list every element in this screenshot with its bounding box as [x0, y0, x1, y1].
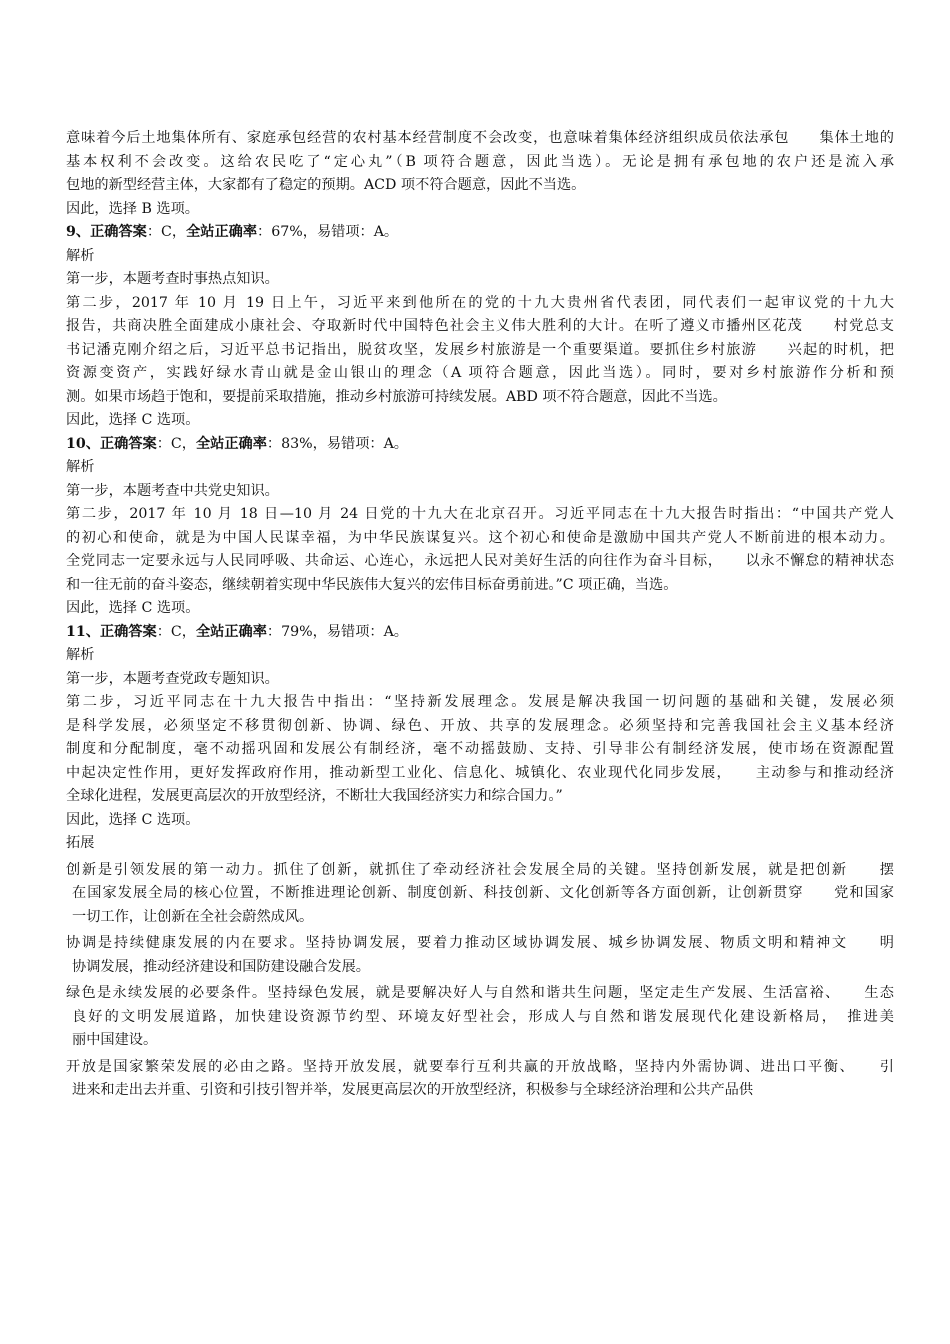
extension-paragraph-opening — [66, 1056, 894, 1103]
text-line: 第一步，本题考查党政专题知识。 — [66, 670, 279, 687]
rate-label: 全站正确率 — [195, 435, 267, 452]
document-page — [66, 127, 894, 1103]
answer-label: 正确答案 — [99, 435, 157, 452]
section-label: 解析 — [66, 459, 95, 475]
text-block-q11 — [66, 644, 894, 856]
text-line: 资源变资产，实践好绿水青山就是金山银山的理念（A 项符合题意，因此当选）。同时，要对乡村旅游作分析和预 — [66, 365, 894, 381]
text-line: 因此，选择 B 选项。 — [66, 200, 199, 217]
text-block-q9 — [66, 245, 894, 433]
answer-label: 正确答案 — [90, 224, 147, 240]
text-block-q10 — [66, 456, 894, 621]
text-line: 在国家发展全局的核心位置，不断推进理论创新、制度创新、科技创新、文化创新等各方面创新，让创新贯穿 党和国家 — [72, 885, 894, 901]
text-line: 绿色是永续发展的必要条件。坚持绿色发展，就是要解决好人与自然和谐共生问题，坚定走生产发展、生活富裕、 生态 — [66, 985, 894, 1001]
text-line: 良好的文明发展道路，加快建设资源节约型、环境友好型社会，形成人与自然和谐发展现代化建设新格局， 推进美 — [72, 1008, 894, 1025]
text-line: 第二步，习近平同志在十九大报告中指出：“坚持新发展理念。发展是解决我国一切问题的基础和关键，发展必须 — [66, 694, 894, 710]
answer-choice: ：C， — [146, 224, 187, 240]
text-line: 包地的新型经营主体，大家都有了稳定的预期。ACD 项不符合题意，因此不当选。 — [66, 177, 586, 193]
text-line: 书记潘克刚介绍之后，习近平总书记指出，脱贫攻坚，发展乡村旅游是一个重要渠道。要抓住乡村旅游 兴起的时机，把 — [66, 341, 894, 358]
text-line: 丽中国建设。 — [72, 1032, 158, 1048]
text-line: 意味着今后土地集体所有、家庭承包经营的农村基本经营制度不会改变，也意味着集体经济组织成员依法承包 集体土地的 — [66, 130, 894, 146]
text-line: 创新是引领发展的第一动力。抓住了创新，就抓住了牵动经济社会发展全局的关键。坚持创新发展，就是把创新 摆 — [66, 861, 894, 878]
text-line: 第二步，2017 年 10 月 19 日上午，习近平来到他所在的党的十九大贵州省代表团，同代表们一起审议党的十九大 — [66, 294, 894, 311]
text-line: 全党同志一定要永远与人民同呼吸、共命运、心连心，永远把人民对美好生活的向往作为奋斗目标， 以永不懈怠的精神状态 — [66, 553, 894, 569]
text-block-q8-tail — [66, 127, 894, 221]
text-line: 开放是国家繁荣发展的必由之路。坚持开放发展，就要奉行互利共赢的开放战略，坚持内外需协调、进出口平衡、 引 — [66, 1058, 894, 1075]
rate-detail: ：83%，易错项：A。 — [266, 435, 408, 452]
answer-heading-9: 9、正确答案：C，全站正确率：67%，易错项：A。 — [66, 224, 399, 240]
rate-label: 全站正确率 — [195, 623, 267, 640]
section-label-extension: 拓展 — [66, 835, 95, 851]
text-line: 第二步，2017 年 10 月 18 日—10 月 24 日党的十九大在北京召开。习近平同志在十九大报告时指出：“中国共产党人 — [66, 506, 894, 522]
answer-choice: ：C， — [156, 623, 196, 640]
text-line: 第一步，本题考查时事热点知识。 — [66, 271, 279, 287]
text-line: 是科学发展，必须坚定不移贯彻创新、协调、绿色、开放、共享的发展理念。必须坚持和完善我国社会主义基本经济 — [66, 717, 894, 734]
text-line: 全球化进程，发展更高层次的开放型经济，不断壮大我国经济实力和综合国力。” — [66, 788, 563, 804]
rate-detail: ：79%，易错项：A。 — [266, 623, 408, 640]
section-label: 解析 — [66, 647, 95, 663]
text-line: 因此，选择 C 选项。 — [66, 600, 200, 616]
text-line: 基本权利不会改变。这给农民吃了“定心丸”（B 项符合题意，因此当选）。无论是拥有承包地的农户还是流入承 — [66, 153, 894, 170]
text-line: 协调发展，推动经济建设和国防建设融合发展。 — [72, 958, 370, 975]
text-line: 制度和分配制度，毫不动摇巩固和发展公有制经济，毫不动摇鼓励、支持、引导非公有制经济发展，使市场在资源配置 — [66, 741, 894, 757]
text-line: 报告，共商决胜全面建成小康社会、夺取新时代中国特色社会主义伟大胜利的大计。在听了遵义市播州区花茂 村党总支 — [66, 318, 894, 334]
text-line: 一切工作，让创新在全社会蔚然成风。 — [72, 908, 314, 925]
answer-heading-10: 10、正确答案：C，全站正确率：83%，易错项：A。 — [66, 435, 408, 452]
text-line: 和一往无前的奋斗姿态，继续朝着实现中华民族伟大复兴的宏伟目标奋勇前进。”C 项正确，当选。 — [66, 576, 678, 593]
rate-detail: ：67%，易错项：A。 — [257, 224, 399, 240]
extension-paragraph-coordination — [66, 932, 894, 979]
answer-choice: ：C， — [156, 435, 196, 452]
text-line: 第一步，本题考查中共党史知识。 — [66, 482, 279, 499]
answer-number: 9 — [66, 224, 76, 240]
text-line: 中起决定性作用，更好发挥政府作用，推动新型工业化、信息化、城镇化、农业现代化同步发展， 主动参与和推动经济 — [66, 764, 894, 781]
text-line: 因此，选择 C 选项。 — [66, 811, 200, 828]
answer-heading-11: 11、正确答案：C，全站正确率：79%，易错项：A。 — [66, 623, 408, 640]
text-line: 的初心和使命，就是为中国人民谋幸福，为中华民族谋复兴。这个初心和使命是激励中国共产党人不断前进的根本动力。 — [66, 529, 894, 546]
text-line: 测。如果市场趋于饱和，要提前采取措施，推动乡村旅游可持续发展。ABD 项不符合题意，因此不当选。 — [66, 388, 727, 405]
text-line: 进来和走出去并重、引资和引技引智并举，发展更高层次的开放型经济，积极参与全球经济治理和公共产品供 — [72, 1082, 754, 1098]
rate-label: 全站正确率 — [186, 224, 258, 240]
text-line: 协调是持续健康发展的内在要求。坚持协调发展，要着力推动区域协调发展、城乡协调发展、物质文明和精神文 明 — [66, 935, 894, 951]
text-line: 因此，选择 C 选项。 — [66, 412, 200, 428]
extension-paragraph-green — [66, 982, 894, 1053]
section-label: 解析 — [66, 247, 95, 264]
answer-number: 11 — [66, 623, 86, 640]
answer-number: 10 — [66, 435, 86, 452]
extension-paragraph-innovation — [66, 859, 894, 930]
answer-label: 正确答案 — [99, 623, 157, 640]
